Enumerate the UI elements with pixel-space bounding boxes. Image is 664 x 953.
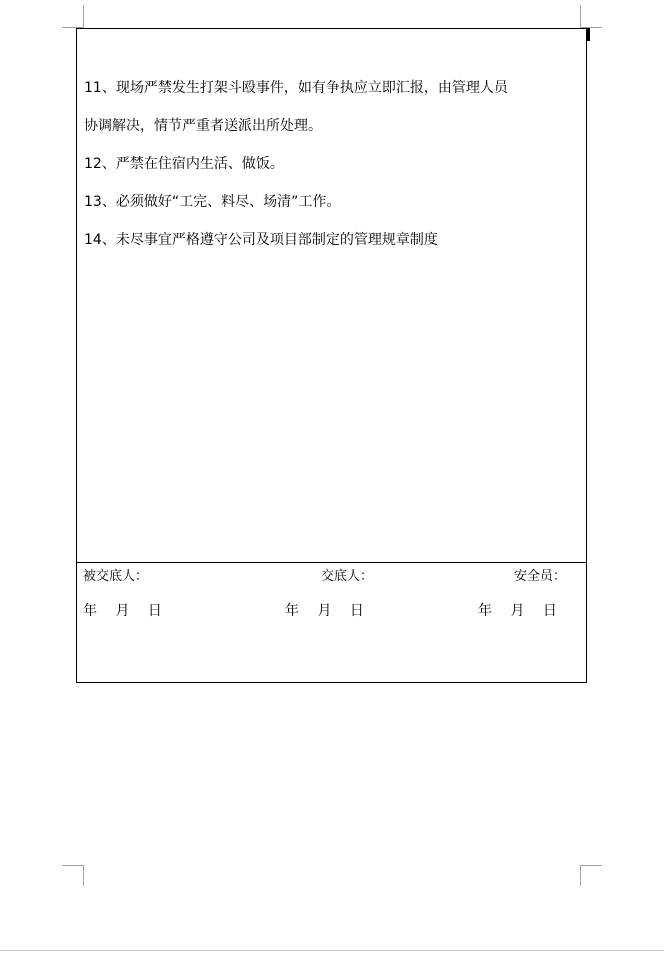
crop-mark-top-right-v xyxy=(580,5,581,27)
recipient-label: 被交底人： xyxy=(83,569,149,584)
rule-line: 11、现场严禁发生打架斗殴事件，如有争执应立即汇报，由管理人员 xyxy=(84,80,508,96)
rule-line: 14、未尽事宜严格遵守公司及项目部制定的管理规章制度 xyxy=(84,232,438,248)
text-cursor xyxy=(587,28,590,41)
year-label: 年 xyxy=(285,603,299,619)
rule-line: 12、严禁在住宿内生活、做饭。 xyxy=(84,156,284,172)
crop-mark-bottom-right-h xyxy=(580,865,602,866)
presenter-date xyxy=(285,600,364,620)
safety-officer-label: 安全员： xyxy=(514,569,567,584)
crop-mark-top-left-v xyxy=(83,5,84,27)
day-label: 日 xyxy=(349,603,364,619)
month-label: 月 xyxy=(317,603,332,619)
year-label: 年 xyxy=(83,603,97,619)
safety-officer-date xyxy=(478,600,557,620)
day-label: 日 xyxy=(542,603,557,619)
presenter-label: 交底人： xyxy=(321,569,374,584)
year-label: 年 xyxy=(478,603,492,619)
table-divider xyxy=(77,562,586,563)
rules-list xyxy=(84,69,584,259)
rule-line: 协调解决，情节严重者送派出所处理。 xyxy=(84,118,322,134)
rules-table xyxy=(76,28,587,683)
crop-mark-bottom-left-h xyxy=(62,865,84,866)
rule-line: 13、必须做好“工完、料尽、场清”工作。 xyxy=(84,194,341,210)
window-bottom-edge xyxy=(0,950,664,951)
month-label: 月 xyxy=(115,603,130,619)
crop-mark-bottom-left-v xyxy=(83,865,84,886)
day-label: 日 xyxy=(147,603,162,619)
month-label: 月 xyxy=(510,603,525,619)
recipient-date xyxy=(83,600,162,620)
crop-mark-bottom-right-v xyxy=(580,865,581,886)
